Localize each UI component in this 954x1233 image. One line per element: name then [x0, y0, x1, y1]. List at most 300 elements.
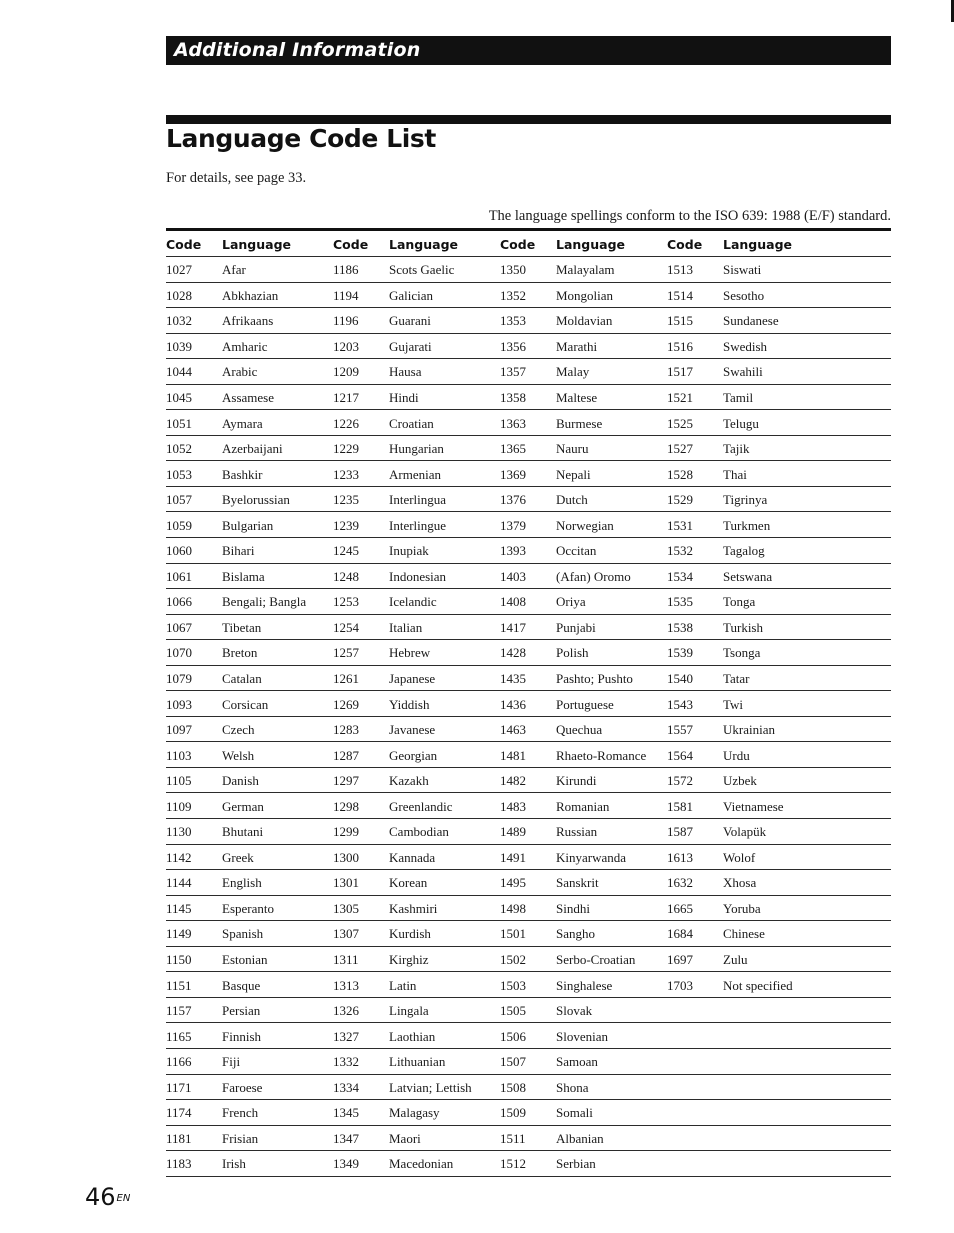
language-code: 1032 — [166, 313, 192, 329]
language-name: Lingala — [389, 1003, 429, 1019]
header-language-4: Language — [723, 237, 793, 252]
language-name: Occitan — [556, 543, 597, 559]
language-code: 1350 — [500, 262, 526, 278]
language-code: 1408 — [500, 594, 526, 610]
language-code: 1509 — [500, 1105, 526, 1121]
language-code: 1145 — [166, 900, 192, 916]
language-name: Korean — [389, 875, 428, 891]
language-code: 1505 — [500, 1003, 526, 1019]
language-name: Frisian — [222, 1130, 259, 1146]
language-name: Romanian — [556, 798, 610, 814]
language-code: 1491 — [500, 849, 526, 865]
language-code: 1061 — [166, 568, 192, 584]
language-name: Byelorussian — [222, 492, 290, 508]
language-code: 1157 — [166, 1003, 192, 1019]
language-code: 1506 — [500, 1028, 526, 1044]
language-name: Tamil — [723, 390, 754, 405]
language-code: 1166 — [166, 1054, 192, 1070]
language-name: Pashto; Pushto — [556, 671, 633, 687]
language-name: Swahili — [723, 364, 763, 380]
table-row — [166, 257, 891, 283]
language-code: 1229 — [333, 441, 359, 457]
language-code: 1613 — [667, 849, 693, 865]
language-name — [723, 1126, 834, 1151]
page-number — [85, 1182, 130, 1212]
language-name: Hebrew — [389, 645, 431, 661]
language-code: 1051 — [166, 415, 192, 431]
language-name: Twi — [723, 696, 744, 712]
language-name: Kirghiz — [389, 952, 429, 968]
table-row — [166, 334, 891, 360]
language-name: Uzbek — [723, 773, 757, 789]
language-name: Bihari — [222, 543, 255, 559]
language-name: Siswati — [723, 262, 762, 278]
table-row — [166, 1023, 891, 1049]
language-code: 1514 — [667, 287, 693, 303]
language-code: 1538 — [667, 619, 693, 635]
table-row — [166, 1151, 891, 1177]
language-code: 1044 — [166, 364, 192, 380]
language-name: Indonesian — [389, 568, 447, 584]
language-name: Vietnamese — [723, 798, 784, 814]
language-code: 1345 — [333, 1105, 359, 1121]
language-code: 1512 — [500, 1156, 526, 1172]
standard-note: The language spellings conform to the ISO 639: 1988 (E/F) standard. — [488, 208, 891, 224]
language-code: 1298 — [333, 798, 359, 814]
language-code: 1376 — [500, 492, 526, 508]
language-code: 1358 — [500, 390, 526, 405]
table-row — [166, 1100, 891, 1126]
language-name: Wolof — [723, 849, 756, 865]
language-code: 1059 — [166, 517, 192, 533]
table-header-row — [166, 231, 891, 257]
table-row — [166, 666, 891, 692]
language-code: 1257 — [333, 645, 359, 661]
section-banner — [166, 36, 891, 65]
language-name: Bulgarian — [222, 517, 274, 533]
language-code — [667, 1023, 723, 1048]
language-code: 1307 — [333, 926, 359, 942]
language-code: 1703 — [667, 977, 693, 993]
language-name: Georgian — [389, 747, 438, 763]
language-name: Afar — [222, 262, 246, 278]
language-name: Dutch — [556, 492, 588, 508]
language-code: 1130 — [166, 824, 192, 840]
language-code: 1027 — [166, 262, 192, 278]
language-code: 1353 — [500, 313, 526, 329]
language-name: Latin — [389, 977, 417, 993]
language-code — [667, 1100, 723, 1125]
language-name: Yoruba — [723, 900, 761, 916]
language-code: 1079 — [166, 671, 192, 687]
language-code: 1300 — [333, 849, 359, 865]
header-code-2: Code — [333, 237, 369, 252]
language-code: 1053 — [166, 466, 192, 482]
language-code: 1539 — [667, 645, 693, 661]
language-code: 1587 — [667, 824, 693, 840]
language-name: Tonga — [723, 594, 756, 610]
language-code: 1498 — [500, 900, 526, 916]
language-name: Zulu — [723, 952, 748, 968]
language-code: 1142 — [166, 849, 192, 865]
language-code: 1503 — [500, 977, 526, 993]
language-name: Malayalam — [556, 262, 615, 278]
language-name: Hungarian — [389, 441, 444, 457]
language-code: 1435 — [500, 671, 526, 687]
language-code: 1039 — [166, 338, 192, 354]
table-row — [166, 283, 891, 309]
language-name: Serbo-Croatian — [556, 952, 636, 968]
language-name: Latvian; Lettish — [389, 1079, 472, 1095]
language-code: 1632 — [667, 875, 693, 891]
language-name: Chinese — [723, 926, 765, 942]
language-code: 1334 — [333, 1079, 359, 1095]
language-name: Malay — [556, 364, 590, 380]
language-name: Bhutani — [222, 824, 264, 840]
language-name: Azerbaijani — [222, 441, 283, 457]
header-language-3: Language — [556, 237, 626, 252]
language-code: 1403 — [500, 568, 526, 584]
language-code: 1313 — [333, 977, 359, 993]
language-code: 1109 — [166, 798, 192, 814]
language-name: Fiji — [222, 1054, 241, 1070]
language-code: 1287 — [333, 747, 359, 763]
language-code: 1103 — [166, 747, 192, 763]
language-name: Turkish — [723, 619, 763, 635]
language-name: Croatian — [389, 415, 434, 431]
language-code: 1283 — [333, 722, 359, 738]
language-code: 1517 — [667, 364, 693, 380]
language-code: 1052 — [166, 441, 192, 457]
table-row — [166, 461, 891, 487]
table-row — [166, 717, 891, 743]
table-row — [166, 793, 891, 819]
language-code: 1305 — [333, 900, 359, 916]
language-code: 1534 — [667, 568, 693, 584]
language-name: Portuguese — [556, 696, 614, 712]
language-name: Javanese — [389, 722, 436, 738]
language-name: Sundanese — [723, 313, 779, 329]
language-name: Sindhi — [556, 900, 590, 916]
language-name: Russian — [556, 824, 598, 840]
language-name: Persian — [222, 1003, 261, 1019]
language-code: 1428 — [500, 645, 526, 661]
language-name: Spanish — [222, 926, 264, 942]
language-code: 1347 — [333, 1130, 359, 1146]
language-code: 1171 — [166, 1079, 192, 1095]
language-code: 1245 — [333, 543, 359, 559]
language-code: 1239 — [333, 517, 359, 533]
language-code: 1463 — [500, 722, 526, 738]
language-code: 1511 — [500, 1130, 526, 1146]
table-row — [166, 947, 891, 973]
language-code: 1066 — [166, 594, 192, 610]
language-code: 1299 — [333, 824, 359, 840]
language-name: German — [222, 798, 264, 814]
language-code: 1297 — [333, 773, 359, 789]
language-code: 1165 — [166, 1028, 192, 1044]
language-code: 1326 — [333, 1003, 359, 1019]
language-name: Mongolian — [556, 287, 614, 303]
language-code: 1531 — [667, 517, 693, 533]
language-name: Gujarati — [389, 338, 432, 354]
table-row — [166, 410, 891, 436]
language-name: Burmese — [556, 415, 603, 431]
language-name: Samoan — [556, 1054, 598, 1070]
language-code: 1357 — [500, 364, 526, 380]
language-name: Lithuanian — [389, 1054, 446, 1070]
language-name: Icelandic — [389, 594, 437, 610]
language-code: 1532 — [667, 543, 693, 559]
language-code: 1105 — [166, 773, 192, 789]
table-row — [166, 1126, 891, 1152]
table-row — [166, 1049, 891, 1075]
language-name: Czech — [222, 722, 255, 738]
language-code: 1525 — [667, 415, 693, 431]
language-code — [667, 1126, 723, 1151]
language-code: 1097 — [166, 722, 192, 738]
language-name: Yiddish — [389, 696, 430, 712]
table-row — [166, 768, 891, 794]
language-name: Hausa — [389, 364, 422, 380]
language-name: Amharic — [222, 338, 268, 354]
language-name: (Afan) Oromo — [556, 568, 631, 584]
language-name: Cambodian — [389, 824, 449, 840]
language-code: 1028 — [166, 287, 192, 303]
language-code: 1149 — [166, 926, 192, 942]
language-name: Bashkir — [222, 466, 263, 482]
language-name: Afrikaans — [222, 313, 274, 329]
table-row — [166, 921, 891, 947]
language-code: 1684 — [667, 926, 693, 942]
language-code — [667, 998, 723, 1023]
language-code: 1269 — [333, 696, 359, 712]
language-code: 1502 — [500, 952, 526, 968]
language-name: Basque — [222, 977, 261, 993]
language-name: Italian — [389, 619, 423, 635]
header-code-3: Code — [500, 237, 536, 252]
table-row — [166, 308, 891, 334]
language-code: 1226 — [333, 415, 359, 431]
language-code: 1253 — [333, 594, 359, 610]
language-code: 1483 — [500, 798, 526, 814]
language-code: 1067 — [166, 619, 192, 635]
language-name — [723, 1151, 834, 1176]
language-name: Bislama — [222, 568, 265, 584]
language-code: 1332 — [333, 1054, 359, 1070]
table-row — [166, 742, 891, 768]
language-name: French — [222, 1105, 259, 1121]
language-name: Slovak — [556, 1003, 593, 1019]
language-code: 1501 — [500, 926, 526, 942]
language-name: Welsh — [222, 747, 255, 763]
table-row — [166, 385, 891, 411]
language-code: 1581 — [667, 798, 693, 814]
language-name — [723, 1075, 834, 1100]
language-code: 1327 — [333, 1028, 359, 1044]
language-code: 1183 — [166, 1156, 192, 1172]
language-name: Danish — [222, 773, 259, 789]
language-code: 1515 — [667, 313, 693, 329]
table-row — [166, 1075, 891, 1101]
header-code-1: Code — [166, 237, 202, 252]
language-name: Abkhazian — [222, 287, 279, 303]
language-code: 1150 — [166, 952, 192, 968]
language-code: 1045 — [166, 390, 192, 405]
language-code — [667, 1151, 723, 1176]
table-row — [166, 564, 891, 590]
language-name: Kurdish — [389, 926, 431, 942]
language-code: 1311 — [333, 952, 359, 968]
page-number-suffix: EN — [116, 1193, 131, 1204]
language-name: Moldavian — [556, 313, 613, 329]
header-language-2: Language — [389, 237, 459, 252]
language-code: 1527 — [667, 441, 693, 457]
table-row — [166, 359, 891, 385]
language-code: 1495 — [500, 875, 526, 891]
language-code: 1209 — [333, 364, 359, 380]
language-name: Maltese — [556, 390, 598, 405]
language-name: Finnish — [222, 1028, 262, 1044]
language-code: 1301 — [333, 875, 359, 891]
table-row — [166, 998, 891, 1024]
language-name: Slovenian — [556, 1028, 608, 1044]
language-name: Interlingua — [389, 492, 447, 508]
header-language-1: Language — [222, 237, 292, 252]
language-name: Volapük — [723, 824, 767, 840]
language-name: Xhosa — [723, 875, 757, 891]
page-number-value: 46 — [85, 1183, 116, 1211]
table-row — [166, 640, 891, 666]
language-name: Oriya — [556, 594, 586, 610]
language-name: Esperanto — [222, 900, 274, 916]
language-code: 1248 — [333, 568, 359, 584]
language-code: 1186 — [333, 262, 359, 278]
language-name: Albanian — [556, 1130, 604, 1146]
language-name: Somali — [556, 1105, 593, 1121]
language-name: Scots Gaelic — [389, 262, 455, 278]
language-name: Setswana — [723, 568, 773, 584]
language-name: Norwegian — [556, 517, 614, 533]
language-name: Corsican — [222, 696, 269, 712]
language-name: Punjabi — [556, 619, 596, 635]
language-name: Estonian — [222, 952, 268, 968]
language-name — [723, 1023, 834, 1048]
language-code: 1482 — [500, 773, 526, 789]
language-code: 1203 — [333, 338, 359, 354]
language-name: Urdu — [723, 747, 750, 763]
language-name: Tsonga — [723, 645, 761, 661]
section-banner-label: Additional Information — [174, 39, 421, 61]
language-code: 1481 — [500, 747, 526, 763]
language-name: Malagasy — [389, 1105, 440, 1121]
language-name: Hindi — [389, 390, 419, 405]
language-code: 1508 — [500, 1079, 526, 1095]
language-name: Tibetan — [222, 619, 262, 635]
language-code: 1194 — [333, 287, 359, 303]
details-note: For details, see page 33. — [166, 170, 307, 186]
language-name: Sesotho — [723, 287, 765, 303]
language-code: 1349 — [333, 1156, 359, 1172]
language-code: 1521 — [667, 390, 693, 405]
language-code: 1393 — [500, 543, 526, 559]
header-code-4: Code — [667, 237, 703, 252]
language-name: Japanese — [389, 671, 436, 687]
language-code: 1363 — [500, 415, 526, 431]
language-code: 1379 — [500, 517, 526, 533]
language-name: Breton — [222, 645, 258, 661]
language-name: Macedonian — [389, 1156, 454, 1172]
language-name: Turkmen — [723, 517, 771, 533]
language-code: 1093 — [166, 696, 192, 712]
language-code: 1535 — [667, 594, 693, 610]
language-name: Nepali — [556, 466, 591, 482]
language-name: Polish — [556, 645, 589, 661]
language-code: 1528 — [667, 466, 693, 482]
language-name: Guarani — [389, 313, 431, 329]
language-code: 1369 — [500, 466, 526, 482]
table-row — [166, 487, 891, 513]
language-name: Bengali; Bangla — [222, 594, 307, 610]
language-name: English — [222, 875, 262, 891]
language-name: Marathi — [556, 338, 598, 354]
language-name: Kazakh — [389, 773, 429, 789]
language-name: Ukrainian — [723, 722, 775, 738]
language-name — [723, 1049, 834, 1074]
language-code: 1697 — [667, 952, 693, 968]
language-code: 1507 — [500, 1054, 526, 1070]
language-name: Greek — [222, 849, 254, 865]
language-code: 1572 — [667, 773, 693, 789]
language-name: Not specified — [723, 977, 793, 993]
language-name: Telugu — [723, 415, 759, 431]
language-code: 1181 — [166, 1130, 192, 1146]
language-code: 1417 — [500, 619, 526, 635]
language-name: Shona — [556, 1079, 589, 1095]
table-row — [166, 972, 891, 998]
language-name: Tatar — [723, 671, 750, 687]
language-name: Quechua — [556, 722, 603, 738]
table-row — [166, 512, 891, 538]
language-name: Assamese — [222, 390, 274, 405]
language-name: Catalan — [222, 671, 262, 687]
language-code: 1254 — [333, 619, 359, 635]
language-name: Irish — [222, 1156, 246, 1172]
language-code: 1217 — [333, 390, 359, 405]
language-code: 1070 — [166, 645, 192, 661]
language-code: 1665 — [667, 900, 693, 916]
language-code: 1489 — [500, 824, 526, 840]
language-code: 1436 — [500, 696, 526, 712]
table-row — [166, 870, 891, 896]
language-code: 1144 — [166, 875, 192, 891]
table-row — [166, 589, 891, 615]
language-code: 1365 — [500, 441, 526, 457]
language-name: Interlingue — [389, 517, 447, 533]
language-code: 1352 — [500, 287, 526, 303]
language-name: Singhalese — [556, 977, 613, 993]
language-code: 1564 — [667, 747, 693, 763]
page-title: Language Code List — [166, 124, 436, 153]
language-name: Arabic — [222, 364, 258, 380]
language-code-table — [166, 228, 891, 1177]
language-code: 1513 — [667, 262, 693, 278]
language-code: 1057 — [166, 492, 192, 508]
language-name: Aymara — [222, 415, 263, 431]
language-name: Tajik — [723, 441, 750, 457]
language-name: Maori — [389, 1130, 421, 1146]
language-name: Faroese — [222, 1079, 263, 1095]
